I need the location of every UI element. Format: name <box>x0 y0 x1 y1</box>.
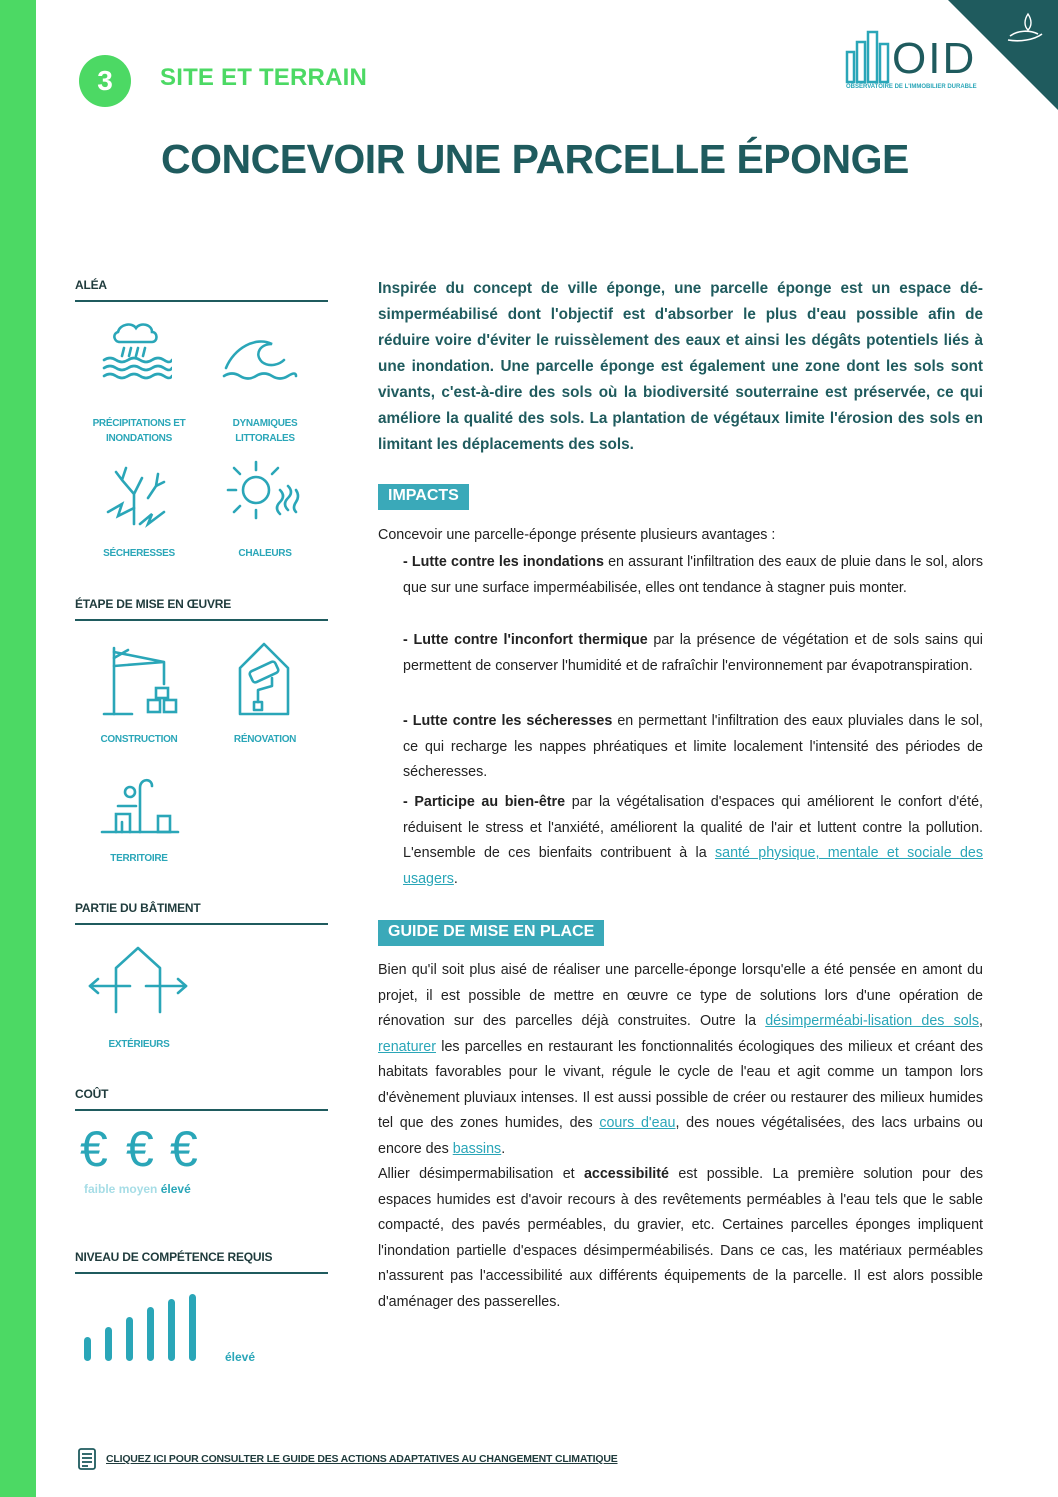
competence-heading: NIVEAU DE COMPÉTENCE REQUIS <box>75 1250 273 1264</box>
divider <box>75 1272 328 1274</box>
logo-text: OID <box>892 34 977 83</box>
euro-icon: € <box>80 1121 108 1177</box>
euro-icon: € <box>170 1121 198 1177</box>
intro-paragraph: Inspirée du concept de ville éponge, une parcelle éponge est un espace dé-simperméabilisé dont l'objectif est d'absorber le plus d'eau possible afin de réduire voire d'éviter le ruissèlement des eaux et ainsi les dégâts potentiels liés à une inondation. Une parcelle éponge est également une zone dont les sols sont vivants, c'est-à-dire des sols où la biodiversité souterraine est préservée, ce qui améliore la qualité des sols. La plantation de végétaux limite l'érosion des sols en limitant les déplacements des sols. <box>378 280 983 453</box>
skill-bar <box>84 1337 91 1361</box>
etape-label: TERRITOIRE <box>110 853 168 864</box>
guide-link[interactable] <box>78 1448 618 1470</box>
territory-icon <box>100 774 180 838</box>
alea-label: CHALEURS <box>238 548 292 559</box>
impact-item: - Lutte contre les sécheresses en permettant l'infiltration des eaux pluviales dans le sol, ce qui recharge les nappes phréatiques et limite localement l'intensité des périodes de sécheresses. <box>403 713 984 780</box>
cout-heading: COÛT <box>75 1087 109 1101</box>
partie-label: EXTÉRIEURS <box>108 1039 170 1050</box>
impacts-lead: Concevoir une parcelle-éponge présente plusieurs avantages : <box>378 527 776 543</box>
skill-level-label: élevé <box>225 1350 256 1364</box>
sun-heat-icon <box>224 458 300 528</box>
etape-heading: ÉTAPE DE MISE EN ŒUVRE <box>75 597 232 611</box>
section-number-badge: 3 <box>79 55 131 107</box>
desimpermeabilisation-link[interactable]: désimperméabi-lisation des sols <box>765 1013 980 1029</box>
skill-bar <box>168 1299 175 1361</box>
etape-label: CONSTRUCTION <box>100 734 178 745</box>
divider <box>75 1109 328 1111</box>
house-outward-arrows-icon <box>86 946 190 1014</box>
drought-icon <box>104 464 176 528</box>
skill-bar <box>126 1317 133 1361</box>
impact-item: - Lutte contre les inondations en assurant l'infiltration des eaux de pluie dans le sol, alors que sur une surface imperméabilisée, elles ont tendance à stagner puis monter. <box>403 554 983 596</box>
alea-label: PRÉCIPITATIONS ET INONDATIONS <box>92 418 186 444</box>
alea-heading: ALÉA <box>75 278 107 292</box>
guide-link-text[interactable]: CLIQUEZ ICI POUR CONSULTER LE GUIDE DES ACTIONS ADAPTATIVES AU CHANGEMENT CLIMATIQUE <box>106 1453 618 1465</box>
alea-label: DYNAMIQUES LITTORALES <box>232 418 298 444</box>
alea-label: SÉCHERESSES <box>103 548 175 559</box>
euro-icon: € <box>126 1121 154 1177</box>
impact-item: - Participe au bien-être par la végétalisation d'espaces qui améliorent le confort d'été, réduisent le stress et l'anxiété, améliorent la qualité de l'air et luttent contre la pollution. L'ensemble de ces bienfaits contribuent à la santé physique, mentale et sociale des usagers. <box>403 794 983 887</box>
guide-paragraph-2: Allier désimpermabilisation et accessibilité est possible. La première solution pour des espaces humides est d'avoir recours à des revêtements perméables à l'eau tels que le sable compacté, des pavés perméables, du gravier, etc. Certaines parcelles éponges impliquent l'inondation partielle d'espaces désimperméabilisés. Dans ce cas, les matériaux perméables n'assurent pas l'accessibilité aux différents équipements de la parcelle. Il est alors possible d'aménager des passerelles. <box>378 1166 983 1310</box>
logo-tagline: OBSERVATOIRE DE L'IMMOBILIER DURABLE <box>846 84 977 90</box>
rain-waves-icon <box>100 320 172 384</box>
crane-icon <box>102 644 182 716</box>
skill-bar <box>189 1294 196 1361</box>
impact-item: - Lutte contre l'inconfort thermique par la présence de végétation et de sols sains qui permettent de conserver l'humidité et de rafraîchir l'environnement par évapotranspiration. <box>403 632 983 674</box>
skill-bar <box>105 1327 112 1361</box>
page-title: CONCEVOIR UNE PARCELLE ÉPONGE <box>161 136 909 182</box>
etape-label: RÉNOVATION <box>233 734 297 745</box>
cours-eau-link[interactable]: cours d'eau <box>599 1115 676 1131</box>
guide-heading: GUIDE DE MISE EN PLACE <box>378 920 604 946</box>
left-accent-bar <box>0 0 36 1497</box>
divider <box>75 300 328 302</box>
skill-bar <box>147 1307 154 1361</box>
renaturer-link[interactable]: renaturer <box>378 1038 437 1055</box>
cost-low: faible <box>84 1182 116 1196</box>
cost-high: élevé <box>160 1182 191 1196</box>
divider <box>75 619 328 621</box>
health-link[interactable]: santé physique, mentale et sociale des usagers <box>403 845 983 887</box>
guide-paragraph-1: Bien qu'il soit plus aisé de réaliser une parcelle-éponge lorsqu'elle a été pensée en amont du projet, il est possible de mettre en œuvre ce type de solutions lors d'une opération de rénovation sur des parcelles déjà construites. Outre la désimperméabi-lisation des sols, renaturer les parcelles en restaurant les fonctionnalités écologiques des milieux et créant des habitats favorables pour le vivant, régule le cycle de l'eau et agit comme un tampon lors d'évènement pluviaux intenses. Il est aussi possible de créer ou restaurer des milieux humides tel que des zones humides, des cours d'eau, des noues végétalisées, des lacs urbains ou encore des bassins. <box>378 962 983 1157</box>
document-icon <box>78 1448 96 1470</box>
paint-roller-house-icon <box>236 640 292 718</box>
wave-icon <box>220 330 300 380</box>
section-label: SITE ET TERRAIN <box>160 64 368 91</box>
impacts-heading: IMPACTS <box>378 484 469 510</box>
bassins-link[interactable]: bassins <box>452 1140 502 1157</box>
partie-heading: PARTIE DU BÂTIMENT <box>75 901 201 915</box>
divider <box>75 923 328 925</box>
cost-mid: moyen <box>118 1182 158 1196</box>
cost-scale <box>84 1182 191 1196</box>
